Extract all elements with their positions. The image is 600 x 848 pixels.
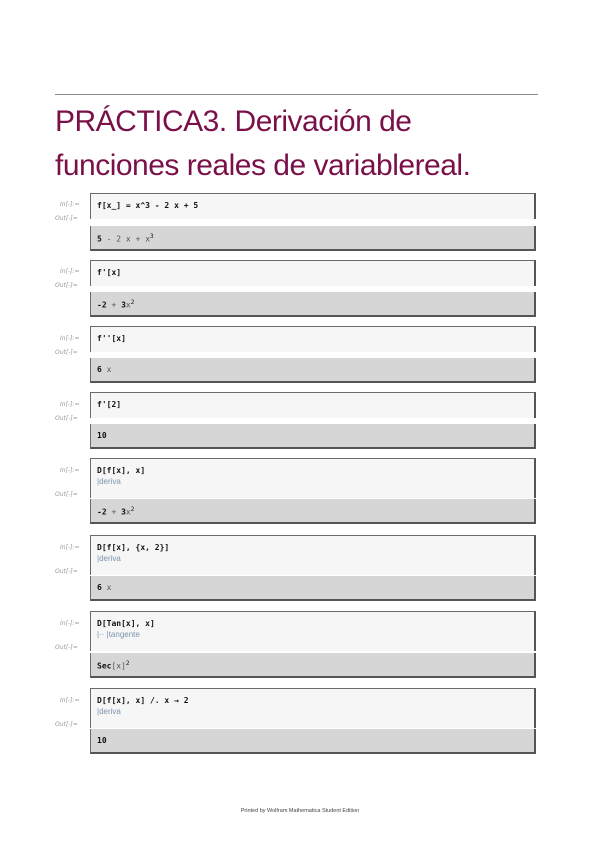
input-cell[interactable] <box>90 326 536 352</box>
out-label: Out[-]= <box>55 721 78 728</box>
input-code[interactable]: D[Tan[x], x] <box>97 619 155 628</box>
input-code[interactable]: f'[2] <box>97 400 122 409</box>
input-cell[interactable] <box>90 611 536 651</box>
out-label: Out[-]= <box>55 215 78 222</box>
in-label: In[-]:= <box>60 620 80 627</box>
in-label: In[-]:= <box>60 335 80 342</box>
page-title <box>55 100 555 188</box>
out-label: Out[-]= <box>55 491 78 498</box>
input-cell[interactable] <box>90 193 536 219</box>
top-rule <box>55 94 538 95</box>
print-footer: Printed by Wolfram Mathematica Student Edition <box>240 808 360 814</box>
input-cell[interactable] <box>90 458 536 498</box>
output-expression: 6 x <box>97 365 112 374</box>
input-cell[interactable] <box>90 392 536 418</box>
output-expression: 10 <box>97 736 107 745</box>
output-cell <box>90 729 536 754</box>
output-cell <box>90 499 536 524</box>
in-label: In[-]:= <box>60 201 80 208</box>
out-label: Out[-]= <box>55 282 78 289</box>
out-label: Out[-]= <box>55 644 78 651</box>
output-cell <box>90 358 536 383</box>
input-code[interactable]: D[f[x], x] /. x → 2 <box>97 696 189 705</box>
input-cell[interactable] <box>90 535 536 575</box>
out-label: Out[-]= <box>55 568 78 575</box>
output-cell <box>90 576 536 601</box>
output-cell <box>90 292 536 317</box>
in-label: In[-]:= <box>60 697 80 704</box>
output-expression: $Sec[x]^2$ <box>97 660 130 671</box>
in-label: In[-]:= <box>60 401 80 408</box>
in-label: In[-]:= <box>60 268 80 275</box>
output-cell <box>90 653 536 678</box>
output-expression: $-2 + 3x^2$ <box>97 506 135 517</box>
autocomplete-hint: |deriva <box>97 554 121 563</box>
input-cell[interactable] <box>90 688 536 728</box>
autocomplete-hint: |deriva <box>97 707 121 716</box>
input-code[interactable]: f[x_] = x^3 - 2 x + 5 <box>97 201 199 210</box>
output-expression: 6 x <box>97 583 112 592</box>
output-cell <box>90 226 536 251</box>
out-label: Out[-]= <box>55 349 78 356</box>
in-label: In[-]:= <box>60 467 80 474</box>
autocomplete-hint: |·· |tangente <box>97 630 140 639</box>
autocomplete-hint: |deriva <box>97 477 121 486</box>
output-cell <box>90 424 536 449</box>
output-expression: $-2 + 3x^2$ <box>97 299 135 310</box>
input-code[interactable]: D[f[x], x] <box>97 466 146 475</box>
output-expression: 10 <box>97 431 107 440</box>
in-label: In[-]:= <box>60 544 80 551</box>
input-code[interactable]: f'[x] <box>97 268 122 277</box>
output-expression: 5 - 2 $x + x^3$ <box>97 233 154 244</box>
input-code[interactable]: f''[x] <box>97 334 126 343</box>
input-code[interactable]: D[f[x], {x, 2}] <box>97 543 170 552</box>
title-line-1: PRÁCTICA3. Derivación de <box>55 105 412 138</box>
title-line-2: funciones reales de variablereal. <box>55 149 471 182</box>
input-cell[interactable] <box>90 260 536 286</box>
out-label: Out[-]= <box>55 415 78 422</box>
